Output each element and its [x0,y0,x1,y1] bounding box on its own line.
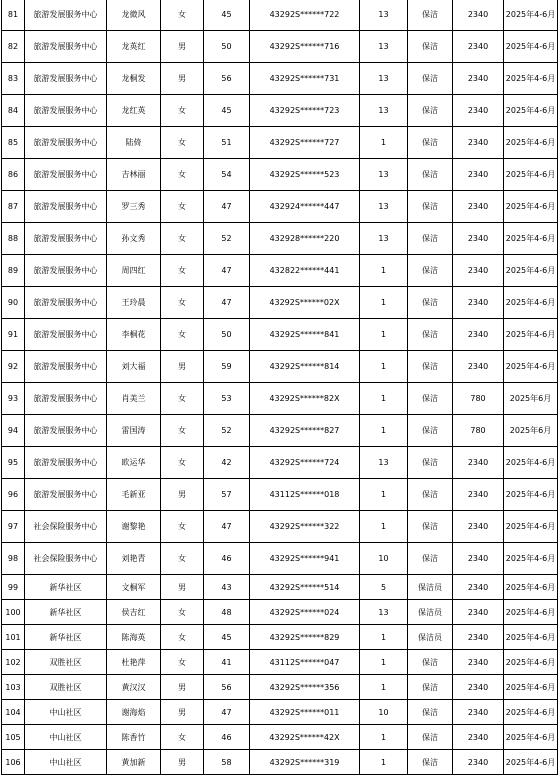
seq-cell: 102 [2,650,25,675]
period-cell: 2025年4-6月 [504,287,558,319]
period-cell: 2025年4-6月 [504,625,558,650]
table-row [2,650,558,675]
period-cell: 2025年4-6月 [504,255,558,287]
age-cell: 52 [204,223,250,255]
seq-cell: 84 [2,95,25,127]
category-cell: 10 [360,700,408,725]
position-cell: 保洁 [408,287,453,319]
period-cell: 2025年4-6月 [504,750,558,775]
category-cell: 13 [360,191,408,223]
name-cell: 欧运华 [107,447,161,479]
period-cell: 2025年6月 [504,383,558,415]
category-cell: 1 [360,650,408,675]
id-number-cell: 43292S******514 [250,575,360,600]
seq-cell: 89 [2,255,25,287]
amount-cell: 2340 [453,750,504,775]
table-row [2,127,558,159]
seq-cell: 88 [2,223,25,255]
category-cell: 13 [360,95,408,127]
age-cell: 45 [204,95,250,127]
table-row [2,543,558,575]
gender-cell: 男 [161,351,204,383]
id-number-cell: 43112S******018 [250,479,360,511]
gender-cell: 女 [161,725,204,750]
seq-cell: 97 [2,511,25,543]
table-row [2,191,558,223]
seq-cell: 101 [2,625,25,650]
id-number-cell: 43292S******319 [250,750,360,775]
gender-cell: 女 [161,223,204,255]
period-cell: 2025年4-6月 [504,575,558,600]
unit-cell: 旅游发展服务中心 [25,95,107,127]
table-row [2,383,558,415]
seq-cell: 106 [2,750,25,775]
gender-cell: 女 [161,159,204,191]
period-cell: 2025年4-6月 [504,191,558,223]
seq-cell: 90 [2,287,25,319]
table-row [2,0,558,31]
unit-cell: 旅游发展服务中心 [25,0,107,31]
position-cell: 保洁 [408,31,453,63]
amount-cell: 2340 [453,31,504,63]
table-row [2,223,558,255]
table-row [2,575,558,600]
id-number-cell: 43292S******02X [250,287,360,319]
category-cell: 1 [360,287,408,319]
amount-cell: 2340 [453,511,504,543]
amount-cell: 2340 [453,600,504,625]
period-cell: 2025年4-6月 [504,511,558,543]
name-cell: 黄汉汉 [107,675,161,700]
unit-cell: 新华社区 [25,625,107,650]
unit-cell: 旅游发展服务中心 [25,287,107,319]
amount-cell: 2340 [453,95,504,127]
category-cell: 13 [360,63,408,95]
seq-cell: 93 [2,383,25,415]
position-cell: 保洁员 [408,600,453,625]
age-cell: 45 [204,0,250,31]
unit-cell: 社会保险服务中心 [25,511,107,543]
gender-cell: 男 [161,63,204,95]
amount-cell: 2340 [453,0,504,31]
age-cell: 57 [204,479,250,511]
id-number-cell: 432928******220 [250,223,360,255]
seq-cell: 87 [2,191,25,223]
table-row [2,319,558,351]
gender-cell: 女 [161,511,204,543]
position-cell: 保洁 [408,750,453,775]
seq-cell: 92 [2,351,25,383]
gender-cell: 男 [161,479,204,511]
id-number-cell: 43292S******941 [250,543,360,575]
category-cell: 13 [360,447,408,479]
seq-cell: 105 [2,725,25,750]
age-cell: 41 [204,650,250,675]
unit-cell: 旅游发展服务中心 [25,63,107,95]
name-cell: 陈海英 [107,625,161,650]
position-cell: 保洁 [408,383,453,415]
unit-cell: 中山社区 [25,750,107,775]
unit-cell: 旅游发展服务中心 [25,319,107,351]
gender-cell: 男 [161,700,204,725]
seq-cell: 95 [2,447,25,479]
category-cell: 1 [360,319,408,351]
amount-cell: 2340 [453,287,504,319]
period-cell: 2025年4-6月 [504,479,558,511]
period-cell: 2025年4-6月 [504,600,558,625]
period-cell: 2025年4-6月 [504,650,558,675]
position-cell: 保洁 [408,191,453,223]
age-cell: 56 [204,63,250,95]
gender-cell: 女 [161,543,204,575]
age-cell: 48 [204,600,250,625]
period-cell: 2025年4-6月 [504,159,558,191]
unit-cell: 双胜社区 [25,675,107,700]
unit-cell: 新华社区 [25,600,107,625]
name-cell: 肖美兰 [107,383,161,415]
gender-cell: 女 [161,447,204,479]
seq-cell: 103 [2,675,25,700]
id-number-cell: 43292S******731 [250,63,360,95]
amount-cell: 2340 [453,191,504,223]
unit-cell: 旅游发展服务中心 [25,447,107,479]
category-cell: 1 [360,675,408,700]
period-cell: 2025年4-6月 [504,700,558,725]
gender-cell: 女 [161,95,204,127]
age-cell: 47 [204,287,250,319]
age-cell: 51 [204,127,250,159]
id-number-cell: 43112S******047 [250,650,360,675]
gender-cell: 女 [161,127,204,159]
position-cell: 保洁员 [408,575,453,600]
seq-cell: 99 [2,575,25,600]
position-cell: 保洁 [408,543,453,575]
position-cell: 保洁 [408,95,453,127]
unit-cell: 旅游发展服务中心 [25,191,107,223]
position-cell: 保洁 [408,479,453,511]
gender-cell: 女 [161,383,204,415]
category-cell: 13 [360,223,408,255]
name-cell: 毛新亚 [107,479,161,511]
amount-cell: 2340 [453,700,504,725]
position-cell: 保洁 [408,0,453,31]
name-cell: 龙桐发 [107,63,161,95]
id-number-cell: 43292S******827 [250,415,360,447]
position-cell: 保洁 [408,319,453,351]
gender-cell: 女 [161,255,204,287]
period-cell: 2025年4-6月 [504,95,558,127]
position-cell: 保洁 [408,223,453,255]
amount-cell: 2340 [453,675,504,700]
id-number-cell: 43292S******82X [250,383,360,415]
table-row [2,625,558,650]
table-row [2,415,558,447]
position-cell: 保洁 [408,415,453,447]
name-cell: 雷国涛 [107,415,161,447]
name-cell: 谢黎艳 [107,511,161,543]
table-row [2,479,558,511]
age-cell: 46 [204,543,250,575]
seq-cell: 94 [2,415,25,447]
age-cell: 42 [204,447,250,479]
gender-cell: 女 [161,625,204,650]
seq-cell: 100 [2,600,25,625]
amount-cell: 2340 [453,127,504,159]
gender-cell: 男 [161,750,204,775]
gender-cell: 女 [161,0,204,31]
personnel-table [1,0,558,775]
name-cell: 王玲晨 [107,287,161,319]
name-cell: 龙红英 [107,95,161,127]
period-cell: 2025年4-6月 [504,543,558,575]
amount-cell: 780 [453,415,504,447]
id-number-cell: 432924******447 [250,191,360,223]
unit-cell: 旅游发展服务中心 [25,159,107,191]
category-cell: 13 [360,0,408,31]
table-row [2,255,558,287]
name-cell: 罗三秀 [107,191,161,223]
period-cell: 2025年4-6月 [504,319,558,351]
position-cell: 保洁 [408,675,453,700]
age-cell: 59 [204,351,250,383]
unit-cell: 旅游发展服务中心 [25,127,107,159]
age-cell: 47 [204,511,250,543]
amount-cell: 2340 [453,725,504,750]
position-cell: 保洁 [408,511,453,543]
age-cell: 47 [204,255,250,287]
period-cell: 2025年4-6月 [504,725,558,750]
table-row [2,600,558,625]
table-row [2,351,558,383]
position-cell: 保洁 [408,127,453,159]
period-cell: 2025年4-6月 [504,31,558,63]
category-cell: 10 [360,543,408,575]
unit-cell: 新华社区 [25,575,107,600]
amount-cell: 2340 [453,223,504,255]
name-cell: 李桐花 [107,319,161,351]
id-number-cell: 43292S******829 [250,625,360,650]
unit-cell: 社会保险服务中心 [25,543,107,575]
category-cell: 1 [360,625,408,650]
gender-cell: 女 [161,415,204,447]
unit-cell: 旅游发展服务中心 [25,223,107,255]
period-cell: 2025年4-6月 [504,351,558,383]
category-cell: 1 [360,725,408,750]
amount-cell: 2340 [453,625,504,650]
unit-cell: 旅游发展服务中心 [25,479,107,511]
category-cell: 1 [360,127,408,159]
name-cell: 孙文秀 [107,223,161,255]
position-cell: 保洁 [408,447,453,479]
name-cell: 吉林丽 [107,159,161,191]
name-cell: 侯吉红 [107,600,161,625]
age-cell: 52 [204,415,250,447]
table-row [2,725,558,750]
amount-cell: 2340 [453,447,504,479]
unit-cell: 中山社区 [25,700,107,725]
amount-cell: 2340 [453,159,504,191]
category-cell: 1 [360,255,408,287]
gender-cell: 女 [161,287,204,319]
position-cell: 保洁 [408,700,453,725]
id-number-cell: 43292S******716 [250,31,360,63]
category-cell: 1 [360,351,408,383]
table-row [2,63,558,95]
name-cell: 谢海焰 [107,700,161,725]
seq-cell: 91 [2,319,25,351]
table-row [2,675,558,700]
amount-cell: 780 [453,383,504,415]
category-cell: 1 [360,479,408,511]
table-row [2,31,558,63]
period-cell: 2025年4-6月 [504,0,558,31]
seq-cell: 104 [2,700,25,725]
age-cell: 47 [204,700,250,725]
name-cell: 黄加新 [107,750,161,775]
unit-cell: 双胜社区 [25,650,107,675]
gender-cell: 男 [161,675,204,700]
age-cell: 50 [204,319,250,351]
period-cell: 2025年4-6月 [504,675,558,700]
category-cell: 1 [360,415,408,447]
category-cell: 13 [360,31,408,63]
age-cell: 53 [204,383,250,415]
unit-cell: 旅游发展服务中心 [25,383,107,415]
id-number-cell: 43292S******723 [250,95,360,127]
category-cell: 1 [360,750,408,775]
gender-cell: 女 [161,600,204,625]
table-row [2,287,558,319]
id-number-cell: 43292S******322 [250,511,360,543]
position-cell: 保洁 [408,650,453,675]
table-row [2,750,558,775]
name-cell: 文桐军 [107,575,161,600]
name-cell: 刘大福 [107,351,161,383]
name-cell: 龙英红 [107,31,161,63]
category-cell: 1 [360,383,408,415]
name-cell: 杜艳萍 [107,650,161,675]
id-number-cell: 43292S******011 [250,700,360,725]
position-cell: 保洁 [408,63,453,95]
category-cell: 5 [360,575,408,600]
amount-cell: 2340 [453,351,504,383]
id-number-cell: 43292S******841 [250,319,360,351]
gender-cell: 男 [161,31,204,63]
table-row [2,159,558,191]
id-number-cell: 43292S******024 [250,600,360,625]
age-cell: 54 [204,159,250,191]
name-cell: 刘艳青 [107,543,161,575]
seq-cell: 81 [2,0,25,31]
position-cell: 保洁 [408,725,453,750]
period-cell: 2025年4-6月 [504,447,558,479]
name-cell: 陈香竹 [107,725,161,750]
table-row [2,700,558,725]
position-cell: 保洁 [408,255,453,287]
name-cell: 龙微风 [107,0,161,31]
age-cell: 47 [204,191,250,223]
name-cell: 周四红 [107,255,161,287]
seq-cell: 98 [2,543,25,575]
period-cell: 2025年4-6月 [504,127,558,159]
gender-cell: 女 [161,319,204,351]
table-row [2,95,558,127]
table-row [2,511,558,543]
amount-cell: 2340 [453,255,504,287]
category-cell: 13 [360,159,408,191]
id-number-cell: 43292S******724 [250,447,360,479]
name-cell: 陆倚 [107,127,161,159]
id-number-cell: 43292S******814 [250,351,360,383]
period-cell: 2025年4-6月 [504,223,558,255]
position-cell: 保洁 [408,159,453,191]
gender-cell: 女 [161,191,204,223]
seq-cell: 96 [2,479,25,511]
age-cell: 50 [204,31,250,63]
category-cell: 13 [360,600,408,625]
unit-cell: 旅游发展服务中心 [25,351,107,383]
amount-cell: 2340 [453,575,504,600]
id-number-cell: 43292S******356 [250,675,360,700]
unit-cell: 旅游发展服务中心 [25,31,107,63]
seq-cell: 82 [2,31,25,63]
age-cell: 56 [204,675,250,700]
age-cell: 58 [204,750,250,775]
gender-cell: 男 [161,575,204,600]
age-cell: 46 [204,725,250,750]
table-row [2,447,558,479]
seq-cell: 85 [2,127,25,159]
period-cell: 2025年6月 [504,415,558,447]
category-cell: 1 [360,511,408,543]
id-number-cell: 43292S******523 [250,159,360,191]
amount-cell: 2340 [453,479,504,511]
amount-cell: 2340 [453,650,504,675]
id-number-cell: 43292S******722 [250,0,360,31]
id-number-cell: 432822******441 [250,255,360,287]
gender-cell: 女 [161,650,204,675]
unit-cell: 中山社区 [25,725,107,750]
id-number-cell: 43292S******727 [250,127,360,159]
age-cell: 43 [204,575,250,600]
amount-cell: 2340 [453,319,504,351]
unit-cell: 旅游发展服务中心 [25,415,107,447]
period-cell: 2025年4-6月 [504,63,558,95]
id-number-cell: 43292S******42X [250,725,360,750]
position-cell: 保洁员 [408,625,453,650]
amount-cell: 2340 [453,543,504,575]
unit-cell: 旅游发展服务中心 [25,255,107,287]
seq-cell: 86 [2,159,25,191]
seq-cell: 83 [2,63,25,95]
amount-cell: 2340 [453,63,504,95]
age-cell: 45 [204,625,250,650]
position-cell: 保洁 [408,351,453,383]
